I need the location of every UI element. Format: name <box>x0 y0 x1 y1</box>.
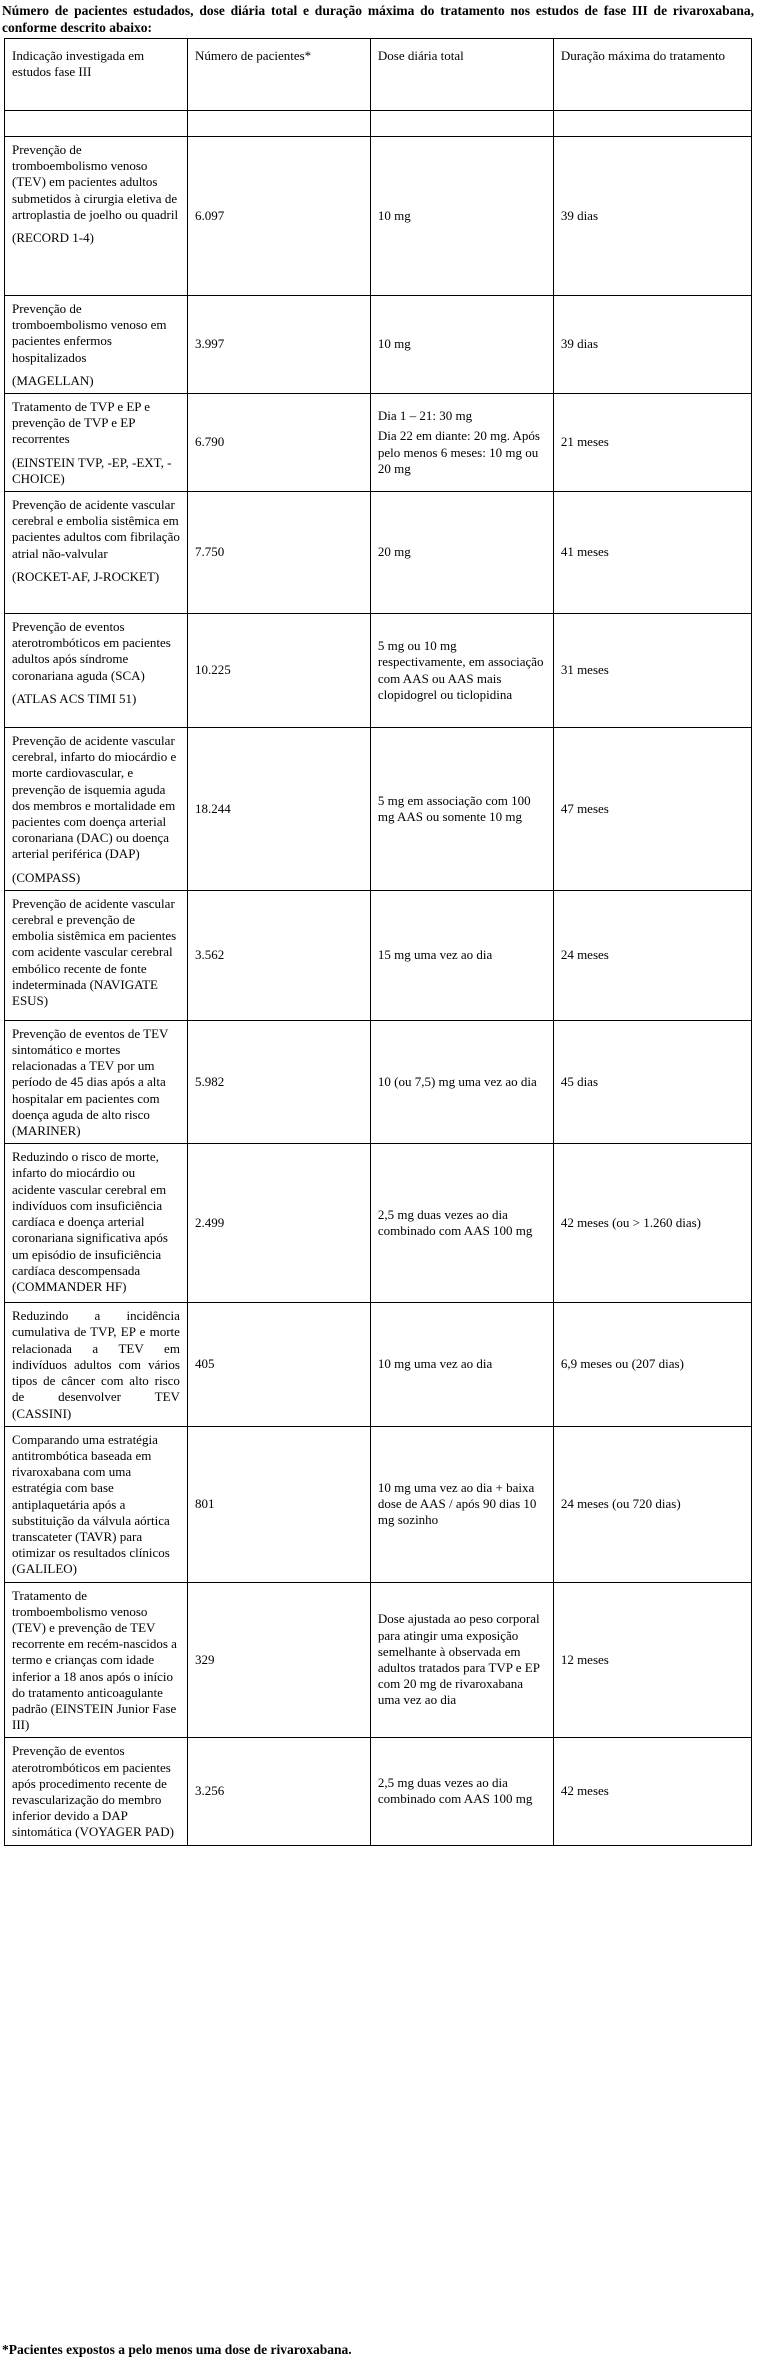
duration-cell: 24 meses <box>553 890 751 1020</box>
dose-cell <box>370 890 553 1020</box>
study-name: (ATLAS ACS TIMI 51) <box>12 690 137 706</box>
duration-cell: 12 meses <box>553 1582 751 1738</box>
indication-text: Prevenção de acidente vascular cerebral e embolia sistêmica em pacientes adultos com fibrilação atrial não-valvular <box>12 497 180 561</box>
duration-cell: 41 meses <box>553 492 751 614</box>
table-row <box>5 296 752 394</box>
duration-cell: 21 meses <box>553 394 751 492</box>
dose-text: Dose ajustada ao peso corporal para atingir uma exposição semelhante à observada em adultos tratados para TVP e EP com 20 mg de rivaroxabana uma vez ao dia <box>377 1611 540 1708</box>
patients-cell: 405 <box>187 1303 370 1426</box>
duration-cell: 42 meses <box>553 1738 751 1845</box>
indication-cell <box>5 492 188 614</box>
dose-text: 10 mg <box>377 207 411 223</box>
patients-cell: 3.562 <box>187 890 370 1020</box>
dose-cell <box>370 614 553 728</box>
patients-cell: 2.499 <box>187 1144 370 1303</box>
dose-cell <box>370 1426 553 1582</box>
dose-text: 10 (ou 7,5) mg uma vez ao dia <box>377 1073 537 1089</box>
dose-text: 15 mg uma vez ao dia <box>377 947 493 963</box>
dose-text: 10 mg uma vez ao dia <box>377 1356 493 1372</box>
indication-text: Tratamento de TVP e EP e prevenção de TVP e EP recorrentes <box>12 399 151 447</box>
patients-cell: 3.256 <box>187 1738 370 1845</box>
duration-cell: 24 meses (ou 720 dias) <box>553 1426 751 1582</box>
duration-cell: 31 meses <box>553 614 751 728</box>
duration-cell: 6,9 meses ou (207 dias) <box>553 1303 751 1426</box>
patients-cell: 801 <box>187 1426 370 1582</box>
table-caption: Número de pacientes estudados, dose diária total e duração máxima do tratamento nos estudos de fase III de rivaroxabana, conforme descrito abaixo: <box>2 3 754 35</box>
table-header-row <box>5 39 752 111</box>
footnote: *Pacientes expostos a pelo menos uma dose de rivaroxabana. <box>2 2342 352 2357</box>
dose-text: 5 mg ou 10 mg respectivamente, em associação com AAS ou AAS mais clopidogrel ou ticlopidina <box>377 638 544 702</box>
patients-cell: 329 <box>187 1582 370 1738</box>
dose-text: 2,5 mg duas vezes ao dia combinado com AAS 100 mg <box>377 1207 533 1239</box>
indication-cell <box>5 1582 188 1738</box>
table-row <box>5 1738 752 1845</box>
table-row <box>5 728 752 891</box>
dose-cell <box>370 296 553 394</box>
table-row <box>5 137 752 296</box>
dose-text-continued: Dia 22 em diante: 20 mg. Após pelo menos 6 meses: 10 mg ou 20 mg <box>377 428 540 476</box>
dose-text: 10 mg <box>377 336 411 352</box>
indication-cell <box>5 614 188 728</box>
study-name: (ROCKET-AF, J-ROCKET) <box>12 568 160 584</box>
indication-cell <box>5 296 188 394</box>
header-indication: Indicação investigada em estudos fase III <box>5 39 188 111</box>
table-row <box>5 1144 752 1303</box>
duration-cell: 39 dias <box>553 296 751 394</box>
indication-text: Prevenção de eventos de TEV sintomático e mortes relacionadas a TEV por um período de 45 dias após a alta hospitalar em pacientes com doença aguda de alto risco (MARINER) <box>12 1025 169 1139</box>
indication-cell <box>5 728 188 891</box>
patients-cell: 6.097 <box>187 137 370 296</box>
table-row <box>5 890 752 1020</box>
patients-cell: 5.982 <box>187 1020 370 1143</box>
dose-cell <box>370 1020 553 1143</box>
duration-cell: 42 meses (ou > 1.260 dias) <box>553 1144 751 1303</box>
dose-cell <box>370 137 553 296</box>
dose-text: 10 mg uma vez ao dia + baixa dose de AAS / após 90 dias 10 mg sozinho <box>377 1479 537 1528</box>
study-name: (MAGELLAN) <box>12 372 94 388</box>
table-row <box>5 1582 752 1738</box>
table-row <box>5 1303 752 1426</box>
indication-text: Prevenção de tromboembolismo venoso (TEV) em pacientes adultos submetidos à cirurgia eletiva de artroplastia de joelho ou quadril <box>12 142 179 222</box>
indication-cell <box>5 394 188 492</box>
patients-cell: 3.997 <box>187 296 370 394</box>
indication-text: Reduzindo a incidência cumulativa de TVP, EP e morte relacionada a TEV em indivíduos adultos com vários tipos de câncer com alto risco de desenvolver TEV (CASSINI) <box>12 1308 180 1421</box>
indication-cell <box>5 1426 188 1582</box>
table-body <box>5 137 752 1846</box>
header-patients: Número de pacientes* <box>187 39 370 111</box>
table-row <box>5 1426 752 1582</box>
dose-cell <box>370 492 553 614</box>
patients-cell: 7.750 <box>187 492 370 614</box>
indication-cell <box>5 137 188 296</box>
indication-text: Tratamento de tromboembolismo venoso (TEV) e prevenção de TEV recorrente em recém-nascidos a termo e crianças com idade inferior a 18 anos após o início do tratamento anticoagulante padrão (EINSTEIN Junior Fase III) <box>12 1587 177 1733</box>
table-row <box>5 394 752 492</box>
patients-cell: 10.225 <box>187 614 370 728</box>
patients-cell: 6.790 <box>187 394 370 492</box>
dose-cell <box>370 1144 553 1303</box>
duration-cell: 39 dias <box>553 137 751 296</box>
dose-cell <box>370 1303 553 1426</box>
indication-cell <box>5 1303 188 1426</box>
table-row <box>5 492 752 614</box>
dose-cell <box>370 1582 553 1738</box>
dose-cell <box>370 1738 553 1845</box>
indication-cell <box>5 1020 188 1143</box>
indication-text: Prevenção de acidente vascular cerebral e prevenção de embolia sistêmica em pacientes com acidente vascular cerebral embólico recente de fonte indeterminada (NAVIGATE ESUS) <box>12 895 177 1009</box>
duration-cell: 45 dias <box>553 1020 751 1143</box>
indication-text: Prevenção de eventos aterotrombóticos em pacientes após procedimento recente de revascularização do membro inferior devido a DAP sintomática (VOYAGER PAD) <box>12 1743 175 1840</box>
header-duration: Duração máxima do tratamento <box>553 39 751 111</box>
study-name: (COMPASS) <box>12 869 81 885</box>
indication-text: Prevenção de tromboembolismo venoso em pacientes enfermos hospitalizados <box>12 301 167 365</box>
duration-cell: 47 meses <box>553 728 751 891</box>
patients-cell: 18.244 <box>187 728 370 891</box>
table-row <box>5 1020 752 1143</box>
dose-cell <box>370 394 553 492</box>
study-name: (RECORD 1-4) <box>12 230 94 246</box>
dose-text: 20 mg <box>377 544 411 560</box>
dose-cell <box>370 728 553 891</box>
indication-text: Prevenção de eventos aterotrombóticos em pacientes adultos após síndrome coronariana aguda (SCA) <box>12 619 171 683</box>
indication-cell <box>5 890 188 1020</box>
indication-text: Comparando uma estratégia antitrombótica baseada em rivaroxabana com uma estratégia com base antiplaquetária após a substituição da válvula aórtica transcateter (TAVR) para otimizar os resultados clínicos (GALILEO) <box>12 1431 170 1577</box>
table-spacer-row <box>5 111 752 137</box>
dose-text: Dia 1 – 21: 30 mg <box>377 408 473 424</box>
study-name: (EINSTEIN TVP, -EP, -EXT, -CHOICE) <box>12 454 172 486</box>
header-dose: Dose diária total <box>370 39 553 111</box>
indication-cell <box>5 1738 188 1845</box>
dose-text: 2,5 mg duas vezes ao dia combinado com AAS 100 mg <box>377 1775 533 1807</box>
dose-text: 5 mg em associação com 100 mg AAS ou somente 10 mg <box>377 792 531 824</box>
phase3-studies-table <box>4 38 752 1846</box>
table-row <box>5 614 752 728</box>
indication-cell <box>5 1144 188 1303</box>
indication-text: Prevenção de acidente vascular cerebral, infarto do miocárdio e morte cardiovascular, e prevenção de isquemia aguda dos membros e mortalidade em pacientes com doença arterial coronariana (DAC) ou doença arterial periférica (DAP) <box>12 733 177 862</box>
indication-text: Reduzindo o risco de morte, infarto do miocárdio ou acidente vascular cerebral em indivíduos com insuficiência cardíaca e doença arterial coronariana significativa após um episódio de insuficiência cardíaca descompensada (COMMANDER HF) <box>12 1149 168 1294</box>
